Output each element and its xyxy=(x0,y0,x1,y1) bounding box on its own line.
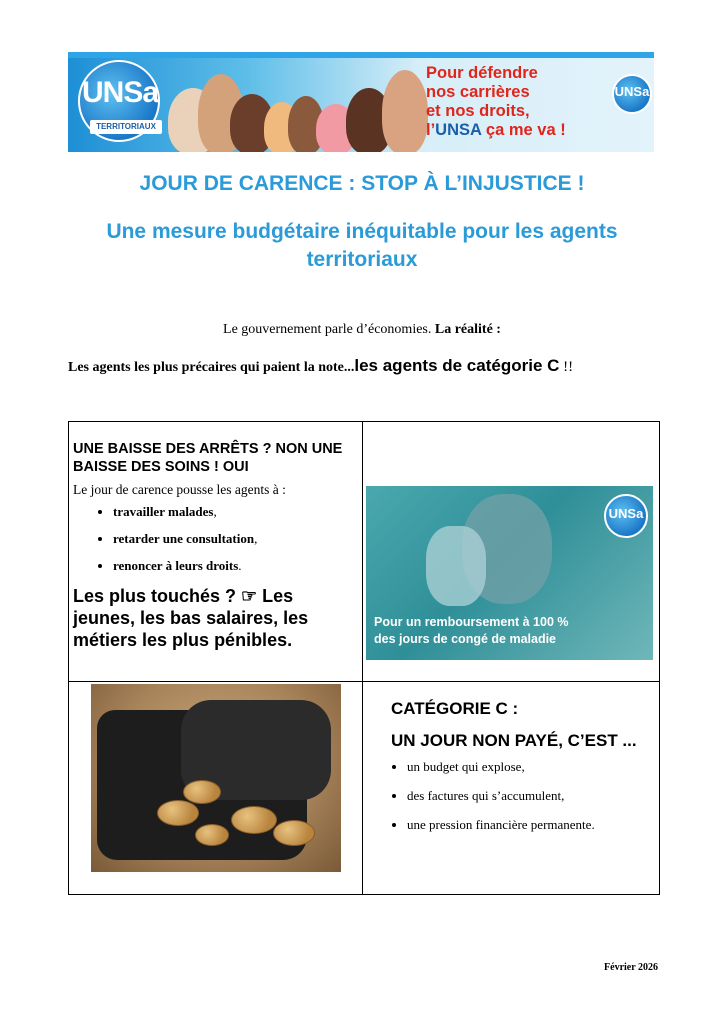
list-item-text: retarder une consultation xyxy=(113,531,255,546)
table-horizontal-divider xyxy=(69,681,659,682)
image-caption-line-2: des jours de congé de maladie xyxy=(374,632,557,646)
unsa-logo-text: UNSa xyxy=(82,76,159,109)
list-item-punct: . xyxy=(238,558,242,573)
list-item: • des factures qui s’accumulent, xyxy=(407,788,653,804)
intro-line-2 xyxy=(68,356,668,376)
page-subtitle: Une mesure budgétaire inéquitable pour les agents territoriaux xyxy=(106,220,618,271)
cell-categorie-heading: CATÉGORIE C : xyxy=(391,699,519,718)
intro-line-2-highlight: les agents de catégorie C xyxy=(354,356,560,375)
cell-soins-heading: UNE BAISSE DES ARRÊTS ? NON UNE BAISSE DES SOINS ! OUI xyxy=(73,441,343,475)
list-item xyxy=(113,504,358,520)
unsa-image-logo xyxy=(604,494,648,538)
group-photo xyxy=(168,58,428,152)
cell-categorie-c xyxy=(391,698,653,846)
list-item xyxy=(113,558,358,574)
page-title: JOUR DE CARENCE : STOP À L’INJUSTICE ! xyxy=(139,172,585,195)
slogan-line-1: Pour défendre xyxy=(426,64,538,82)
info-table xyxy=(68,421,660,895)
cell-soins-list xyxy=(73,504,358,574)
list-item-text: renoncer à leurs droits xyxy=(113,558,239,573)
cell-categorie-subheading: UN JOUR NON PAYÉ, C’EST ... xyxy=(391,731,637,750)
intro-line-2-tail: !! xyxy=(559,359,574,375)
unsa-small-logo xyxy=(612,74,652,114)
intro-line-1 xyxy=(0,322,724,338)
cell-soins xyxy=(73,440,358,651)
list-item xyxy=(113,531,358,547)
list-item: • un budget qui explose, xyxy=(407,759,653,775)
cell-categorie-list xyxy=(391,759,653,833)
slogan-unsa: UNSA xyxy=(435,121,482,139)
intro-line-1-text: Le gouvernement parle d’économies. xyxy=(223,322,435,337)
footer-date: Février 2026 xyxy=(604,962,658,973)
slogan-line-2: nos carrières xyxy=(426,83,530,101)
slogan-suffix: ça me va ! xyxy=(481,121,566,139)
list-item-punct: , xyxy=(213,504,217,519)
sick-person-mask-image xyxy=(366,486,653,660)
list-item-text: travailler malades xyxy=(113,504,214,519)
cell-soins-big-text: Les plus touchés ? ☞ Les jeunes, les bas salaires, les métiers les plus pénibles. xyxy=(73,586,309,650)
image-caption xyxy=(374,614,646,648)
intro-line-2-text: Les agents les plus précaires qui paient la note... xyxy=(68,360,355,375)
intro-line-1-bold: La réalité : xyxy=(434,322,501,337)
image-shape xyxy=(426,526,486,606)
slogan-prefix: l’ xyxy=(426,121,436,139)
slogan-line-4 xyxy=(426,121,606,140)
unsa-image-logo-text: UNSa xyxy=(608,506,644,521)
header-banner xyxy=(68,52,654,152)
list-item-punct: , xyxy=(254,531,258,546)
unsa-logo-subtitle: TERRITORIAUX xyxy=(90,120,162,134)
banner-slogan xyxy=(426,64,606,140)
slogan-line-3: et nos droits, xyxy=(426,102,530,120)
cell-soins-lead: Le jour de carence pousse les agents à : xyxy=(73,482,286,497)
table-vertical-divider xyxy=(362,422,363,894)
image-caption-line-1: Pour un remboursement à 100 % xyxy=(374,615,569,629)
wallet-coins-image xyxy=(91,684,341,872)
list-item: • une pression financière permanente. xyxy=(407,817,653,833)
unsa-small-logo-text: UNSa xyxy=(614,84,650,99)
